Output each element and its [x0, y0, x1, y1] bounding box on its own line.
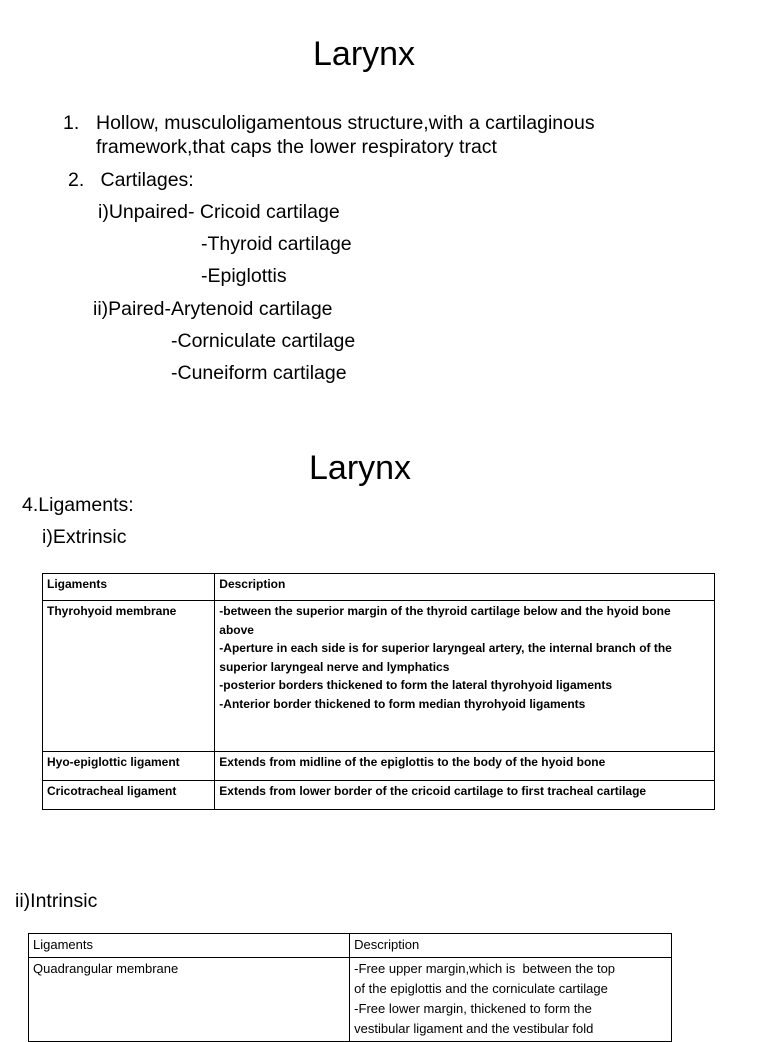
- table-header-row: [43, 574, 715, 601]
- ligaments-heading: 4.Ligaments:: [22, 494, 134, 516]
- extrinsic-heading: i)Extrinsic: [42, 526, 127, 548]
- description-line: -Aperture in each side is for superior laryngeal artery, the internal branch of the: [219, 641, 672, 655]
- header-ligaments: Ligaments: [33, 937, 93, 952]
- header-description: Description: [354, 937, 420, 952]
- table-row: [43, 601, 715, 752]
- table-cell-name: [43, 752, 215, 781]
- intrinsic-ligaments-table: [28, 933, 672, 1042]
- description-line: Extends from lower border of the cricoid cartilage to first tracheal cartilage: [219, 784, 647, 798]
- table-cell-name: [43, 781, 215, 810]
- paired-cartilage: ii)Paired-Arytenoid cartilage: [93, 298, 333, 320]
- table-cell-description: [350, 958, 672, 1042]
- header-ligaments: Ligaments: [47, 577, 108, 591]
- table-header-cell: [43, 574, 215, 601]
- list-item-1-line1: Hollow, musculoligamentous structure,with a cartilaginous: [96, 112, 595, 134]
- description-line: superior laryngeal nerve and lymphatics: [219, 659, 450, 674]
- table-header-row: [29, 934, 672, 958]
- header-description: Description: [219, 577, 286, 591]
- description-line: -Anterior border thickened to form median thyrohyoid ligaments: [219, 696, 586, 711]
- description-line: vestibular ligament and the vestibular fold: [354, 1021, 594, 1036]
- description-line: Extends from midline of the epiglottis to the body of the hyoid bone: [219, 755, 606, 769]
- unpaired-cartilage-3: -Epiglottis: [201, 265, 287, 287]
- table-row: [43, 752, 715, 781]
- unpaired-cartilage: i)Unpaired- Cricoid cartilage: [98, 201, 340, 223]
- description-line: of the epiglottis and the corniculate cartilage: [354, 981, 608, 996]
- paired-cartilage-2: -Corniculate cartilage: [171, 330, 356, 352]
- table-cell-description: [215, 781, 715, 810]
- table-header-cell: [350, 934, 672, 958]
- slide2-title: Larynx: [309, 449, 412, 487]
- ligament-name: Quadrangular membrane: [33, 961, 179, 976]
- description-line: -posterior borders thickened to form the lateral thyrohyoid ligaments: [219, 678, 613, 692]
- table-cell-description: [215, 752, 715, 781]
- description-line: -Free upper margin,which is between the top: [354, 961, 616, 976]
- slide1-title: Larynx: [313, 35, 416, 73]
- table-cell-name: [43, 601, 215, 752]
- description-line: above: [219, 622, 254, 637]
- table-header-cell: [215, 574, 715, 601]
- paired-cartilage-3: -Cuneiform cartilage: [171, 362, 347, 384]
- list-item-1-number: 1.: [63, 112, 80, 134]
- table-header-cell: [29, 934, 350, 958]
- ligament-name: Hyo-epiglottic ligament: [47, 755, 180, 769]
- unpaired-cartilage-2: -Thyroid cartilage: [201, 233, 352, 255]
- description-line: -between the superior margin of the thyroid cartilage below and the hyoid bone: [219, 604, 671, 618]
- ligament-name: Thyrohyoid membrane: [47, 604, 177, 618]
- ligament-name: Cricotracheal ligament: [47, 784, 177, 798]
- extrinsic-ligaments-table: [42, 573, 715, 810]
- table-cell-name: [29, 958, 350, 1042]
- table-row: [43, 781, 715, 810]
- list-item-2: 2. Cartilages:: [68, 169, 194, 191]
- description-line: -Free lower margin, thickened to form the: [354, 1001, 592, 1016]
- intrinsic-heading: ii)Intrinsic: [15, 890, 98, 912]
- list-item-1-line2: framework,that caps the lower respiratory tract: [96, 136, 497, 158]
- table-row: [29, 958, 672, 1042]
- table-cell-description: [215, 601, 715, 752]
